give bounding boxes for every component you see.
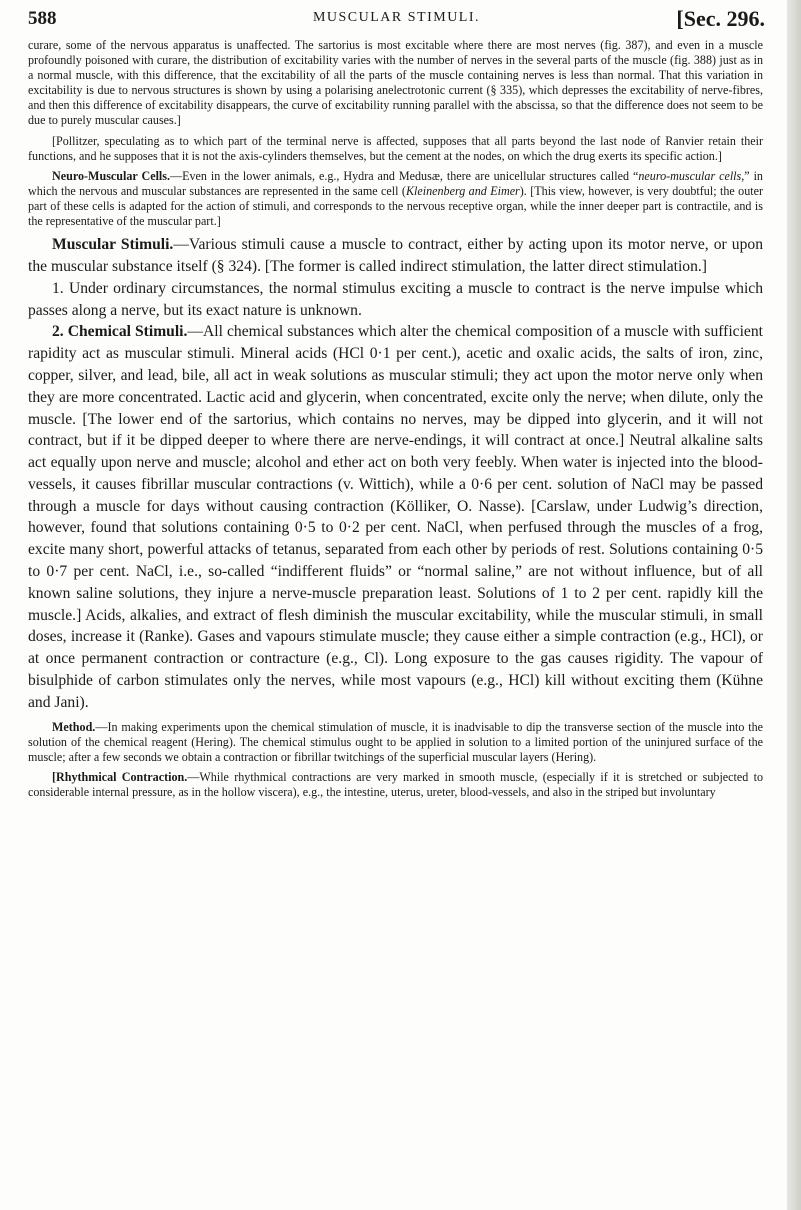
paragraph-chemical-stimuli bbox=[28, 321, 763, 713]
page-header bbox=[28, 6, 765, 36]
section-reference: [Sec. 296. bbox=[676, 6, 765, 31]
neuro-muscular-term: neuro-muscular cells, bbox=[638, 168, 745, 183]
muscular-stimuli-text: —Various stimuli cause a muscle to contract, either by acting upon its motor nerve, or upon the muscular substance itself (§ 324). [The former is called indirect stimulation, the latter direct stimulation.] bbox=[28, 236, 763, 275]
method-text: —In making experiments upon the chemical stimulation of muscle, it is inadvisable to dip the transverse section of the muscle into the solution of the chemical reagent (Hering). The chemical stimulus ought to be applied in solution to a limited portion of the uninjured surface of the muscle; after a few seconds we obtain a contraction or fibrillar twitchings of the superficial muscular layers (Hering). bbox=[28, 719, 763, 764]
paragraph-neuro-muscular-cells bbox=[28, 169, 763, 229]
neuro-muscular-text-a: —Even in the lower animals, e.g., Hydra and Medusæ, there are unicellular structures called “ bbox=[170, 168, 639, 183]
paragraph-nerve-impulse: 1. Under ordinary circumstances, the normal stimulus exciting a muscle to contract is the nerve impulse which passes along a nerve, but its exact nature is unknown. bbox=[28, 279, 763, 319]
method-heading: Method. bbox=[52, 719, 96, 734]
page-edge bbox=[787, 0, 801, 1210]
rhythmical-contraction-text: —While rhythmical contractions are very marked in smooth muscle, (especially if it is stretched or subjected to considerable internal pressure, as in the hollow viscera), e.g., the intestine, uterus, ureter, blood-vessels, and also in the striped but involuntary bbox=[28, 769, 763, 800]
rhythmical-contraction-heading: [Rhythmical Contraction. bbox=[52, 769, 188, 784]
neuro-muscular-authors: Kleinenberg and Eimer bbox=[405, 183, 520, 198]
page-body bbox=[28, 38, 763, 805]
paragraph-pollitzer: [Pollitzer, speculating as to which part of the terminal nerve is affected, supposes that all parts beyond the last node of Ranvier retain their functions, and he supposes that it is not the axis-cylinders themselves, but the cement at the nodes, on which the drug exerts its specific action.] bbox=[28, 133, 763, 163]
chemical-stimuli-text: —All chemical substances which alter the chemical composition of a muscle with sufficient rapidity act as muscular stimuli. Mineral acids (HCl 0·1 per cent.), acetic and oxalic acids, the salts of iron, zinc, copper, silver, and lead, bile, all act in weak solutions as muscular stimuli; they act upon the motor nerve only when they are more concentrated. Lactic acid and glycerin, when concentrated, excite only the nerve; when dilute, only the muscle. [The lower end of the sartorius, which contains no nerves, may be dipped into glycerin, and it will not contract, but if it be dipped deeper to where there are nerve-endings, it will contract at once.] Neutral alkaline salts act equally upon nerve and muscle; alcohol and ether act on both very feebly. When water is injected into the blood-vessels, it causes fibrillar muscular contractions (v. Wittich), while a 0·6 per cent. solution of NaCl may be passed through a muscle for days without causing contraction (Kölliker, O. Nasse). [Carslaw, under Ludwig’s direction, however, found that solutions containing 0·5 to 0·2 per cent. NaCl, when perfused through the muscles of a frog, excite many short, powerful attacks of tetanus, separated from each other by periods of rest. Solutions containing 0·5 to 0·7 per cent. NaCl, i.e., so-called “indifferent fluids” or “normal saline,” are not without influence, but of all known saline solutions, they injure a nerve-muscle preparation least. Solutions of 1 to 2 per cent. rapidly kill the muscle.] Acids, alkalies, and extract of flesh diminish the muscular excitability, while the muscular stimuli, in small doses, increase it (Ranke). Gases and vapours stimulate muscle; they cause either a simple contraction (e.g., HCl), or at once permanent contraction or contracture (e.g., Cl). Long exposure to the gas causes rigidity. The vapour of bisulphide of carbon stimulates only the nerves, while most vapours (e.g., HCl) kill without exciting them (Kühne and Jani). bbox=[28, 323, 763, 711]
neuro-muscular-heading: Neuro-Muscular Cells. bbox=[52, 168, 171, 183]
chemical-stimuli-heading: 2. Chemical Stimuli. bbox=[52, 323, 188, 341]
running-head: MUSCULAR STIMULI. bbox=[312, 10, 481, 25]
paragraph-muscular-stimuli bbox=[28, 234, 763, 278]
muscular-stimuli-heading: Muscular Stimuli. bbox=[52, 236, 174, 254]
paragraph-curare-excitability: curare, some of the nervous apparatus is unaffected. The sartorius is most excitable where there are most nerves (fig. 387), and even in a muscle profoundly poisoned with curare, the distribution of excitability varies with the number of nerves in the several parts of the muscle (fig. 388) just as in a normal muscle, with this difference, that the excitability of all the parts of the muscle containing nerves is less than normal. That this variation in excitability is due to nervous structures is shown by using a polarising anelectrotonic current (§ 335), which depresses the excitability of nerve-fibres, and then this difference of excitability disappears, the curve of excitability running parallel with the abscissa, so that the difference does not seem to be due to purely muscular causes.] bbox=[28, 38, 763, 128]
neuro-muscular-text-c: ). [This view, however, is very doubtful; the outer part of these cells is adapted for the action of stimuli, and corresponds to the nervous receptive organ, while the inner deeper part is contractile, and is the representative of the muscular part.] bbox=[28, 183, 763, 229]
neuro-muscular-text-b: ” in which the nervous and muscular substances are represented in the same cell ( bbox=[28, 168, 763, 198]
paragraph-method bbox=[28, 720, 763, 765]
paragraph-rhythmical-contraction bbox=[28, 770, 763, 800]
page-number: 588 bbox=[28, 8, 57, 29]
